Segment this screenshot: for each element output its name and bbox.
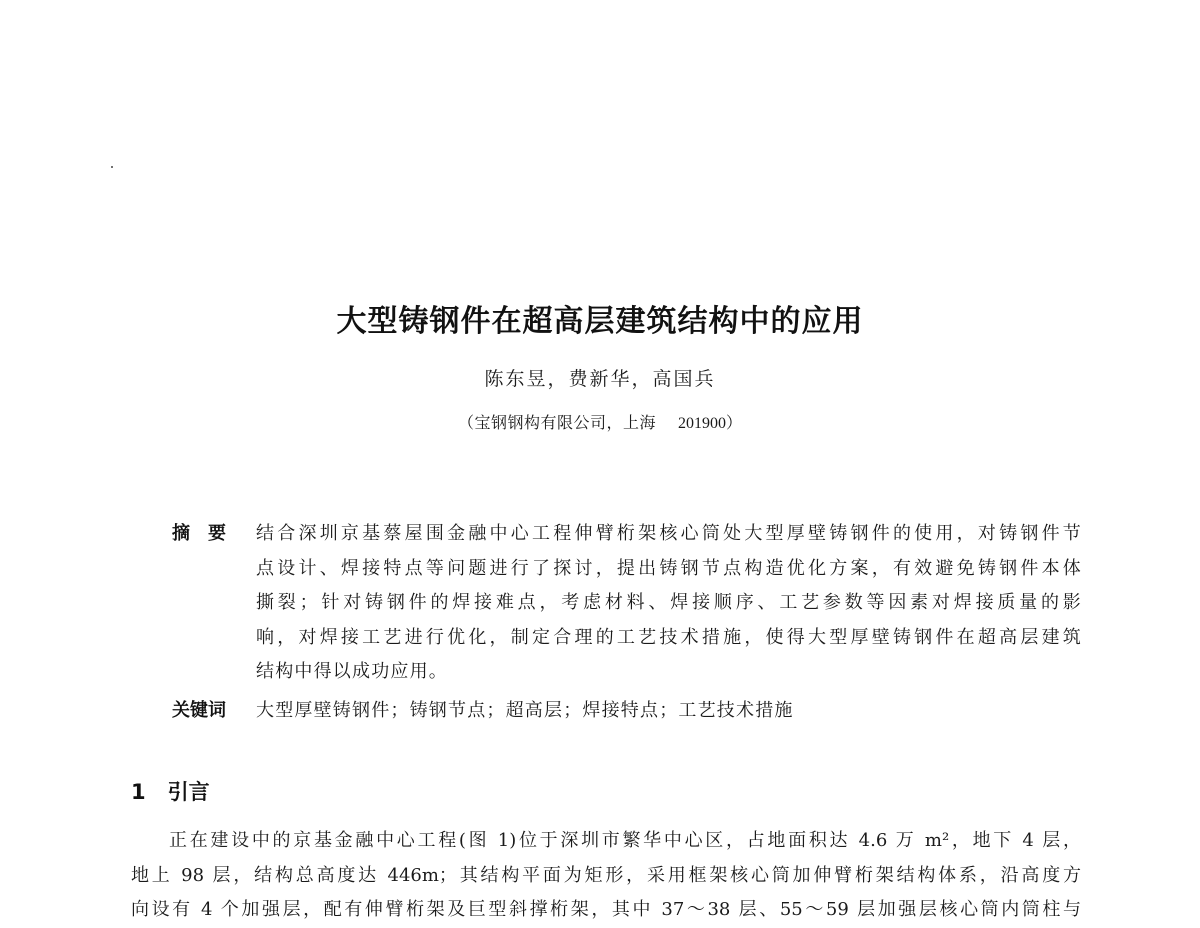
abstract-label: 摘要 (172, 523, 244, 544)
section-number: 1 (131, 780, 146, 804)
body-line: 正在建设中的京基金融中心工程(图 1)位于深圳市繁华中心区，占地面积达 4.6 万 m²，地下 4 层， (169, 830, 1081, 851)
abstract-line: 点设计、焊接特点等问题进行了探讨，提出铸钢节点构造优化方案，有效避免铸钢件本体 (256, 557, 1082, 579)
abstract-line: 响，对焊接工艺进行优化，制定合理的工艺技术措施，使得大型厚壁铸钢件在超高层建筑 (256, 626, 1082, 648)
body-line: 地上 98 层，结构总高度达 446m；其结构平面为矩形，采用框架核心筒加伸臂桁架结构体系，沿高度方 (131, 864, 1081, 886)
author-list: 陈东昱，费新华，高国兵 (484, 368, 716, 390)
section-body (131, 824, 1081, 928)
scan-speck (111, 166, 113, 168)
keywords-label: 关键词 (172, 699, 226, 721)
abstract-line: 结合深圳京基蔡屋围金融中心工程伸臂桁架核心筒处大型厚壁铸钢件的使用，对铸钢件节 (256, 523, 1082, 544)
abstract-line: 撕裂；针对铸钢件的焊接难点，考虑材料、焊接顺序、工艺参数等因素对焊接质量的影 (256, 592, 1082, 613)
affiliation-org: （宝钢钢构有限公司，上海 (457, 413, 656, 432)
paper-title: 大型铸钢件在超高层建筑结构中的应用 (336, 304, 864, 339)
affiliation (0, 410, 1200, 433)
section-title: 引言 (167, 780, 210, 804)
abstract-text (256, 517, 1082, 690)
affiliation-postal-code: 201900） (678, 415, 743, 432)
section-heading (131, 776, 210, 806)
abstract-block (172, 517, 1082, 728)
keywords-row (172, 694, 1082, 729)
abstract-row (172, 517, 1082, 690)
abstract-line: 结构中得以成功应用。 (256, 661, 448, 682)
keywords-text: 大型厚壁铸钢件；铸钢节点；超高层；焊接特点；工艺技术措施 (256, 699, 794, 721)
body-line: 向设有 4 个加强层，配有伸臂桁架及巨型斜撑桁架，其中 37～38 层、55～59 层加强层核心筒内筒柱与 (131, 899, 1081, 920)
